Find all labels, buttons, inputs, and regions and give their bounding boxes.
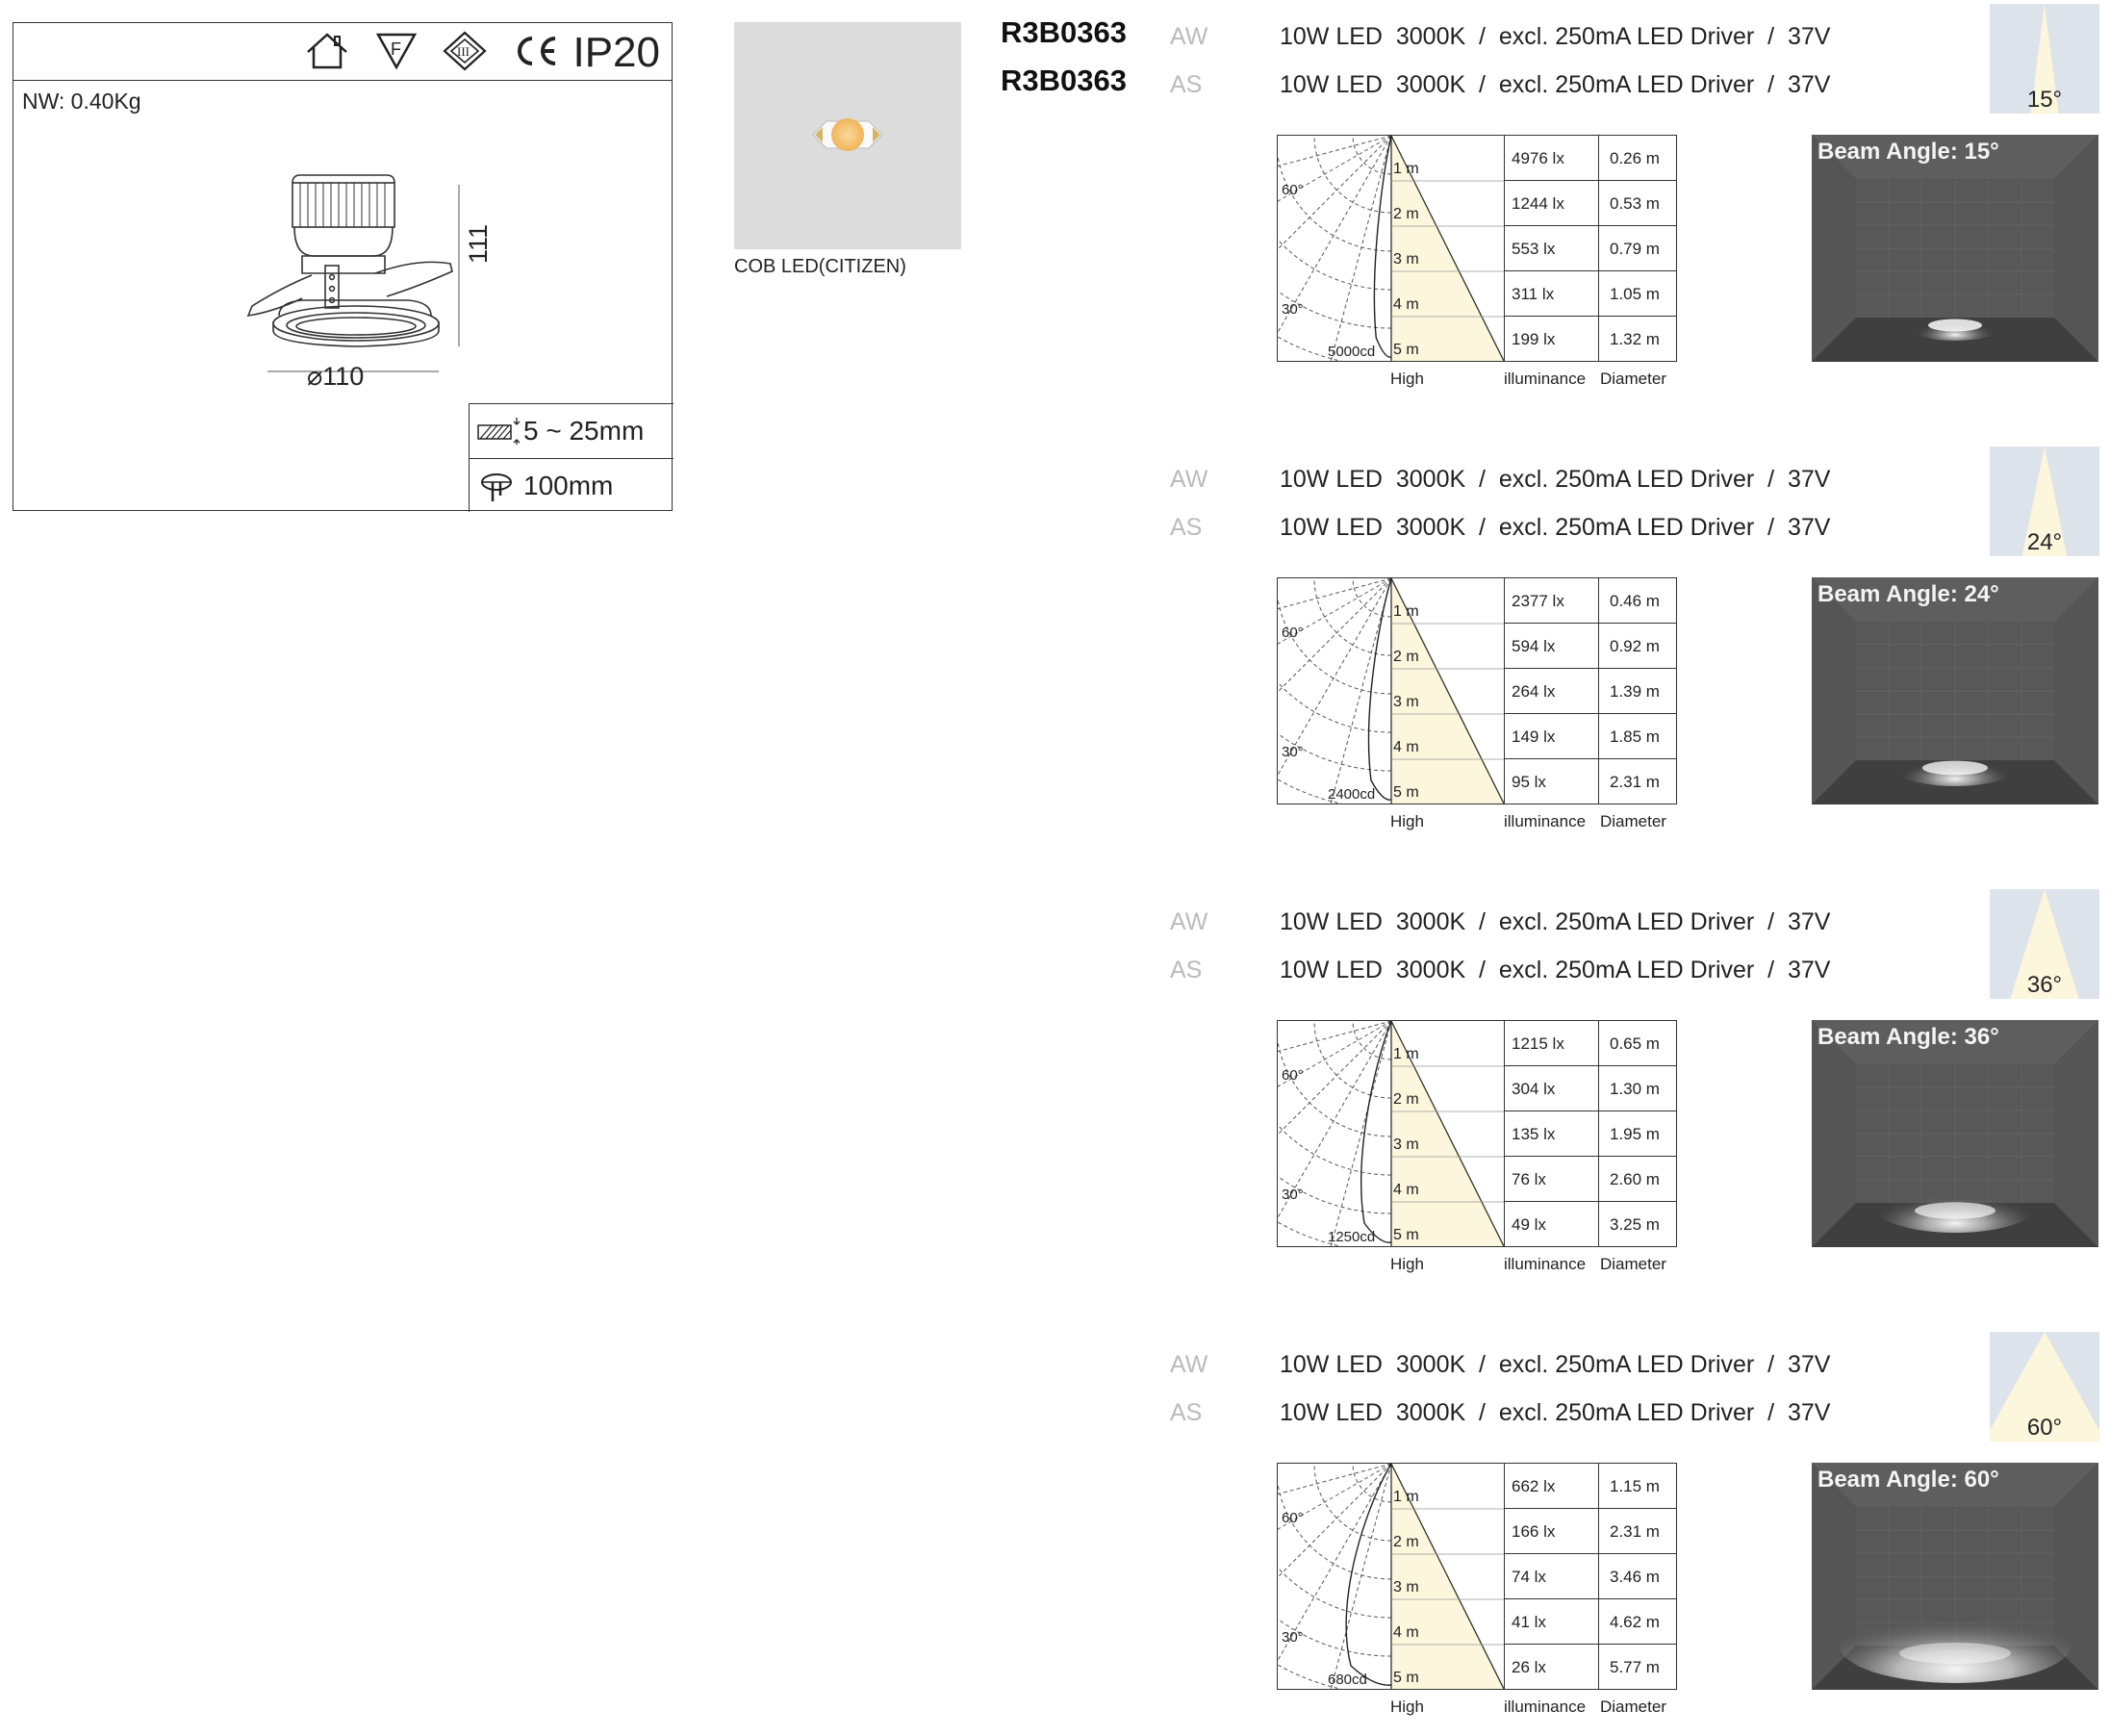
illuminance-column-label: illuminance	[1504, 1698, 1587, 1716]
illuminance-table	[1504, 1463, 1677, 1690]
distance-label: 2 m	[1393, 1534, 1419, 1550]
illuminance-value: 166 lx	[1512, 1522, 1556, 1541]
beam-angle-label: 24°	[2026, 529, 2063, 555]
table-row	[1504, 136, 1676, 181]
angle-label-30: 30°	[1282, 1629, 1304, 1646]
photometric-diagram	[1277, 1463, 1676, 1723]
high-column-label: High	[1390, 1698, 1424, 1716]
table-row	[1504, 317, 1676, 362]
diameter-value: 0.65 m	[1610, 1034, 1660, 1053]
illuminance-table	[1504, 1020, 1677, 1247]
illuminance-value: 594 lx	[1512, 637, 1556, 655]
diameter-value: 1.39 m	[1610, 682, 1660, 701]
svg-text:III: III	[457, 44, 470, 59]
intensity-curve	[1369, 578, 1391, 800]
illuminance-value: 95 lx	[1512, 773, 1546, 791]
table-row	[1504, 1645, 1676, 1690]
variant-tag: AS	[1170, 71, 1203, 98]
diameter-value: 0.92 m	[1610, 637, 1660, 655]
variant-tag: AS	[1170, 514, 1203, 541]
distance-label: 3 m	[1393, 1579, 1419, 1596]
height-dimension: 111	[464, 223, 493, 264]
table-row	[1504, 624, 1676, 669]
installation-spec-table	[469, 403, 674, 512]
distance-label: 3 m	[1393, 1136, 1419, 1153]
table-row	[1504, 1554, 1676, 1599]
distance-label: 5 m	[1393, 784, 1419, 801]
illuminance-column-label: illuminance	[1504, 812, 1587, 830]
table-row	[1504, 1157, 1676, 1202]
f-mark-icon	[374, 31, 419, 71]
distance-label: 4 m	[1393, 1624, 1419, 1641]
diameter-value: 1.95 m	[1610, 1125, 1660, 1143]
beam-render-image	[1812, 577, 2098, 804]
beam-angle-thumbnail	[1990, 1332, 2099, 1442]
beam-angle-label: 15°	[2026, 87, 2063, 113]
svg-text:F: F	[391, 39, 401, 59]
illuminance-value: 135 lx	[1512, 1125, 1556, 1143]
table-row	[1504, 226, 1676, 271]
house-icon	[304, 31, 350, 71]
distance-label: 5 m	[1393, 1670, 1419, 1686]
table-row	[1504, 1599, 1676, 1645]
diameter-value: 2.60 m	[1610, 1170, 1660, 1188]
model-number: R3B0363	[1001, 64, 1127, 97]
illuminance-value: 662 lx	[1512, 1477, 1556, 1495]
variant-tag: AW	[1170, 1351, 1208, 1378]
beam-render-image	[1812, 135, 2098, 362]
cutout-value: 100mm	[523, 471, 614, 500]
spec-line: 10W LED 3000K / excl. 250mA LED Driver / 37V	[1280, 23, 1831, 50]
diameter-value: 1.05 m	[1610, 285, 1660, 303]
angle-label-60: 60°	[1282, 625, 1304, 641]
distance-label: 3 m	[1393, 694, 1419, 710]
diameter-value: 5.77 m	[1610, 1658, 1660, 1676]
illuminance-table	[1504, 577, 1677, 804]
diameter-dimension: ⌀110	[307, 362, 365, 391]
illuminance-value: 4976 lx	[1512, 149, 1564, 167]
table-row	[1504, 1066, 1676, 1111]
diameter-value: 1.15 m	[1610, 1477, 1660, 1495]
table-row	[1504, 1021, 1676, 1066]
room-render-graphic	[1812, 577, 2098, 804]
angle-label-30: 30°	[1282, 301, 1304, 318]
room-render-graphic	[1812, 1020, 2098, 1247]
table-row	[1504, 714, 1676, 759]
peak-intensity-label: 680cd	[1328, 1672, 1367, 1688]
diameter-column-label: Diameter	[1600, 1698, 1666, 1716]
table-row	[1504, 669, 1676, 714]
diameter-value: 0.79 m	[1610, 240, 1660, 258]
variant-tag: AS	[1170, 1399, 1203, 1426]
diameter-value: 0.46 m	[1610, 592, 1660, 610]
distance-label: 2 m	[1393, 1091, 1419, 1108]
beam-angle-title: Beam Angle: 36°	[1818, 1024, 1999, 1050]
photometric-diagram	[1277, 135, 1676, 395]
diameter-column-label: Diameter	[1600, 370, 1666, 388]
table-row	[1504, 1464, 1676, 1509]
spec-line: 10W LED 3000K / excl. 250mA LED Driver / 37V	[1280, 957, 1831, 983]
photometric-diagram	[1277, 577, 1676, 837]
room-render-graphic	[1812, 135, 2098, 362]
diameter-value: 0.53 m	[1610, 194, 1660, 213]
table-row	[1504, 1202, 1676, 1247]
angle-label-30: 30°	[1282, 744, 1304, 760]
diameter-value: 1.32 m	[1610, 330, 1660, 348]
ceiling-thickness-cell	[470, 404, 674, 459]
illuminance-value: 41 lx	[1512, 1613, 1546, 1631]
table-row	[1504, 578, 1676, 624]
polar-curve-panel	[1277, 1463, 1505, 1690]
product-drawing	[225, 142, 504, 378]
table-row	[1504, 759, 1676, 804]
illuminance-value: 76 lx	[1512, 1170, 1546, 1188]
variant-tag: AS	[1170, 957, 1203, 983]
table-row	[1504, 271, 1676, 317]
distance-label: 1 m	[1393, 1046, 1419, 1062]
photometric-diagram	[1277, 1020, 1676, 1280]
class-iii-icon	[443, 31, 487, 71]
beam-angle-title: Beam Angle: 24°	[1818, 581, 1999, 607]
beam-angle-label: 36°	[2026, 972, 2063, 998]
illuminance-value: 304 lx	[1512, 1080, 1556, 1098]
illuminance-value: 149 lx	[1512, 728, 1556, 746]
angle-label-60: 60°	[1282, 1067, 1304, 1084]
certification-row	[13, 23, 672, 81]
diameter-value: 2.31 m	[1610, 773, 1660, 791]
illuminance-value: 49 lx	[1512, 1215, 1546, 1234]
angle-label-30: 30°	[1282, 1187, 1304, 1203]
distance-label: 2 m	[1393, 206, 1419, 222]
beam-angle-thumbnail	[1990, 4, 2099, 114]
table-row	[1504, 1111, 1676, 1157]
peak-intensity-label: 1250cd	[1328, 1229, 1376, 1245]
beam-angle-label: 60°	[2026, 1415, 2063, 1441]
polar-curve-graphic	[1278, 136, 1505, 362]
cob-label: COB LED(CITIZEN)	[734, 256, 906, 277]
illuminance-value: 264 lx	[1512, 682, 1556, 701]
distance-label: 4 m	[1393, 296, 1419, 313]
cob-led-photo	[734, 22, 961, 249]
model-number: R3B0363	[1001, 15, 1127, 49]
high-column-label: High	[1390, 812, 1424, 830]
intensity-curve	[1346, 1464, 1391, 1685]
cutout-icon	[477, 472, 516, 503]
angle-label-60: 60°	[1282, 1510, 1304, 1526]
diameter-column-label: Diameter	[1600, 1255, 1666, 1273]
peak-intensity-label: 2400cd	[1328, 786, 1376, 803]
spec-line: 10W LED 3000K / excl. 250mA LED Driver / 37V	[1280, 908, 1831, 935]
beam-angle-thumbnail	[1990, 447, 2099, 556]
polar-curve-panel	[1277, 135, 1505, 362]
illuminance-value: 26 lx	[1512, 1658, 1546, 1676]
polar-curve-graphic	[1278, 1021, 1505, 1247]
beam-render-image	[1812, 1463, 2098, 1690]
illuminance-value: 199 lx	[1512, 330, 1556, 348]
spec-line: 10W LED 3000K / excl. 250mA LED Driver / 37V	[1280, 71, 1831, 98]
diameter-value: 1.85 m	[1610, 728, 1660, 746]
illuminance-value: 1215 lx	[1512, 1034, 1564, 1053]
cob-chip-icon	[734, 22, 961, 249]
distance-label: 4 m	[1393, 739, 1419, 755]
beam-render-image	[1812, 1020, 2098, 1247]
distance-label: 2 m	[1393, 649, 1419, 665]
illuminance-value: 553 lx	[1512, 240, 1556, 258]
diameter-value: 3.25 m	[1610, 1215, 1660, 1234]
cutout-cell	[470, 459, 674, 513]
polar-curve-graphic	[1278, 578, 1505, 804]
diameter-value: 0.26 m	[1610, 149, 1660, 167]
diameter-value: 1.30 m	[1610, 1080, 1660, 1098]
ceiling-thickness-icon	[477, 418, 521, 445]
polar-curve-panel	[1277, 1020, 1505, 1247]
variant-tag: AW	[1170, 23, 1208, 50]
spec-line: 10W LED 3000K / excl. 250mA LED Driver / 37V	[1280, 466, 1831, 493]
diameter-column-label: Diameter	[1600, 812, 1666, 830]
spec-box	[13, 22, 673, 511]
illuminance-table	[1504, 135, 1677, 362]
angle-label-60: 60°	[1282, 182, 1304, 198]
ce-mark-icon	[511, 31, 561, 71]
variant-tag: AW	[1170, 908, 1208, 935]
beam-angle-thumbnail	[1990, 889, 2099, 999]
illuminance-value: 2377 lx	[1512, 592, 1564, 610]
beam-angle-title: Beam Angle: 60°	[1818, 1467, 1999, 1493]
room-render-graphic	[1812, 1463, 2098, 1690]
intensity-curve	[1361, 1021, 1391, 1242]
distance-label: 3 m	[1393, 251, 1419, 268]
distance-label: 5 m	[1393, 342, 1419, 358]
diameter-value: 2.31 m	[1610, 1522, 1660, 1541]
spec-line: 10W LED 3000K / excl. 250mA LED Driver / 37V	[1280, 1399, 1831, 1426]
illuminance-column-label: illuminance	[1504, 1255, 1587, 1273]
high-column-label: High	[1390, 370, 1424, 388]
illuminance-value: 74 lx	[1512, 1568, 1546, 1586]
table-row	[1504, 1509, 1676, 1554]
distance-label: 4 m	[1393, 1182, 1419, 1198]
table-row	[1504, 181, 1676, 226]
illuminance-value: 1244 lx	[1512, 194, 1564, 213]
spec-line: 10W LED 3000K / excl. 250mA LED Driver / 37V	[1280, 1351, 1831, 1378]
illuminance-value: 311 lx	[1512, 285, 1555, 303]
distance-label: 1 m	[1393, 1489, 1419, 1505]
diameter-value: 3.46 m	[1610, 1568, 1660, 1586]
polar-curve-panel	[1277, 577, 1505, 804]
illuminance-column-label: illuminance	[1504, 370, 1587, 388]
ceiling-thickness-value: 5 ~ 25mm	[523, 416, 645, 446]
ip-rating: IP20	[572, 29, 660, 76]
beam-angle-title: Beam Angle: 15°	[1818, 139, 1999, 165]
distance-label: 1 m	[1393, 161, 1419, 177]
net-weight: NW: 0.40Kg	[22, 89, 141, 114]
spec-line: 10W LED 3000K / excl. 250mA LED Driver / 37V	[1280, 514, 1831, 541]
distance-label: 1 m	[1393, 603, 1419, 620]
polar-curve-graphic	[1278, 1464, 1505, 1690]
variant-tag: AW	[1170, 466, 1208, 493]
peak-intensity-label: 5000cd	[1328, 344, 1376, 360]
distance-label: 5 m	[1393, 1227, 1419, 1243]
diameter-value: 4.62 m	[1610, 1613, 1660, 1631]
high-column-label: High	[1390, 1255, 1424, 1273]
